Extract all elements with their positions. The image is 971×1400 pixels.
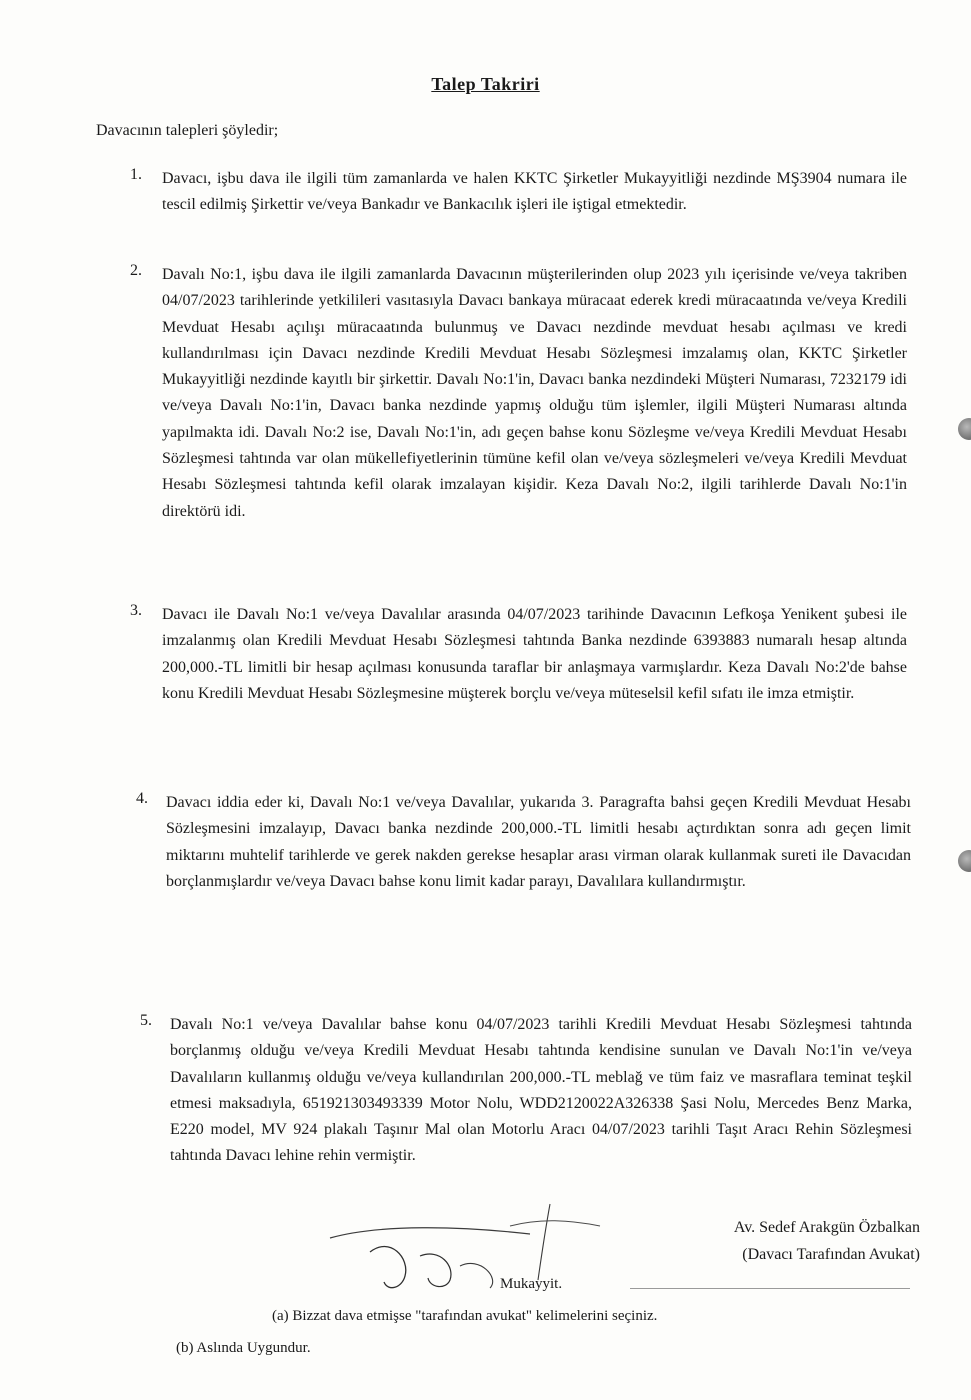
item-text: Davalı No:1, işbu dava ile ilgili zamanlarda Davacının müşterilerinden olup 2023 yılı içerisinde ve/veya takriben 04/07/2023 tarihlerinde yetkilileri vasıtasıyla Davacı bankaya müracaat ederek kredi müracaatında ve/veya Kredili Mevduat Hesabı açılışı müracaatında bulunmuş ve Davacı nezdinde mevduat hesabı açılması ve kredi kullandırılması için Davacı nezdinde Kredili Mevduat Hesabı Sözleşmesi imzalamış olan, KKTC Şirketler Mukayyitliği nezdinde kayıtlı bir şirkettir. Davalı No:1'in, Davacı banka nezdindeki Müşteri Numarası, 7232179 idi ve/veya Davalı No:1'in, Davacı banka nezdinde yapmış olduğu tüm işlemler, ilgili Müşteri Numarası altında yapılmakta idi. Davalı No:2 ise, Davalı No:1'in, adı geçen bahse konu Sözleşme ve/veya Kredili Mevduat Hesabı Sözleşmesi tahtında var olan mükellefiyetlerinin tümüne kefil olan ve/veya sözleşmeleri ve/veya Kredili Mevduat Hesabı Sözleşmesi tahtında kefil olarak imzalayan kişidir. Keza Davalı No:2, ilgili tarihlerde Davalı No:1'in direktörü idi. bbox=[162, 266, 907, 520]
footnote-b: (b) Aslında Uygundur. bbox=[176, 1340, 311, 1356]
item-text: Davalı No:1 ve/veya Davalılar bahse konu 04/07/2023 tarihli Kredili Mevduat Hesabı Sözleşmesi tahtında borçlanmış olduğu ve/veya Kredili Mevduat Hesabı tahtında kendisine sunulan ve Davalı No:1'in ve/veya Davalıların kullanmış olduğu ve/veya kullandırılan 200,000.-TL meblağ ve tüm faiz ve masraflara teminat teşkil etmesi maksadıyla, 651921303493339 Motor Nolu, WDD2120022A326338 Şasi Nolu, Mercedes Benz Marka, E220 model, MV 924 plakalı Taşınır Mal olan Motorlu Aracı 04/07/2023 tarihli Taşıt Aracı Rehin Sözleşmesi tahtında Davacı lehine rehin vermiştir. bbox=[170, 1016, 912, 1165]
signature-line bbox=[630, 1288, 910, 1289]
punch-hole-icon bbox=[958, 418, 971, 440]
intro-text: Davacının talepleri şöyledir; bbox=[96, 122, 279, 139]
item-text: Davacı ile Davalı No:1 ve/veya Davalılar arasında 04/07/2023 tarihinde Davacının Lefkoşa Yenikent şubesi ile imzalanmış olan Kredili Mevduat Hesabı Sözleşmesi tahtında Banka nezdinde 6393883 numaralı hesap altında 200,000.-TL limitli bir hesap açılması konusunda taraflar bir anlaşmaya varmışlardır. Keza Davalı No:2'de bahse konu Kredili Mevduat Hesabı Sözleşmesine müşterek borçlu ve/veya müteselsil kefil sıfatı ile imza etmiştir. bbox=[162, 606, 907, 702]
footnote-a: (a) Bizzat dava etmişse "tarafından avukat" kelimelerini seçiniz. bbox=[272, 1308, 658, 1324]
punch-hole-icon bbox=[958, 850, 971, 872]
mukayyit-label: Mukayyit. bbox=[500, 1276, 563, 1292]
signature-mark bbox=[310, 1196, 610, 1306]
lawyer-role: (Davacı Tarafından Avukat) bbox=[742, 1246, 920, 1263]
item-text: Davacı iddia eder ki, Davalı No:1 ve/veya Davalılar, yukarıda 3. Paragrafta bahsi geçen Kredili Mevduat Hesabı Sözleşmesini imzalayıp, Davacı banka nezdinde 200,000.-TL limitli hesabı açtırdıktan sonra adı geçen limit miktarını muhtelif tarihlerde ve gerek nakden gerekse hesaplar arası virman olarak kullanmak sureti ile Davacıdan borçlanmışlardır ve/veya Davacı bahse konu limit kadar parayı, Davalılara kullandırmıştır. bbox=[166, 794, 911, 890]
lawyer-signature-block bbox=[600, 1214, 920, 1268]
item-number: 1. bbox=[130, 166, 142, 183]
lawyer-name: Av. Sedef Arakgün Özbalkan bbox=[733, 1219, 920, 1236]
item-text: Davacı, işbu dava ile ilgili tüm zamanlarda ve halen KKTC Şirketler Mukayyitliği nezdinde MŞ3904 numara ile tescil edilmiş Şirkettir ve/veya Bankadır ve Bankacılık işleri ile iştigal etmektedir. bbox=[162, 170, 907, 214]
item-number: 5. bbox=[140, 1012, 152, 1029]
item-number: 4. bbox=[136, 790, 148, 807]
item-number: 2. bbox=[130, 262, 142, 279]
document-title: Talep Takriri bbox=[431, 74, 540, 94]
item-number: 3. bbox=[130, 602, 142, 619]
